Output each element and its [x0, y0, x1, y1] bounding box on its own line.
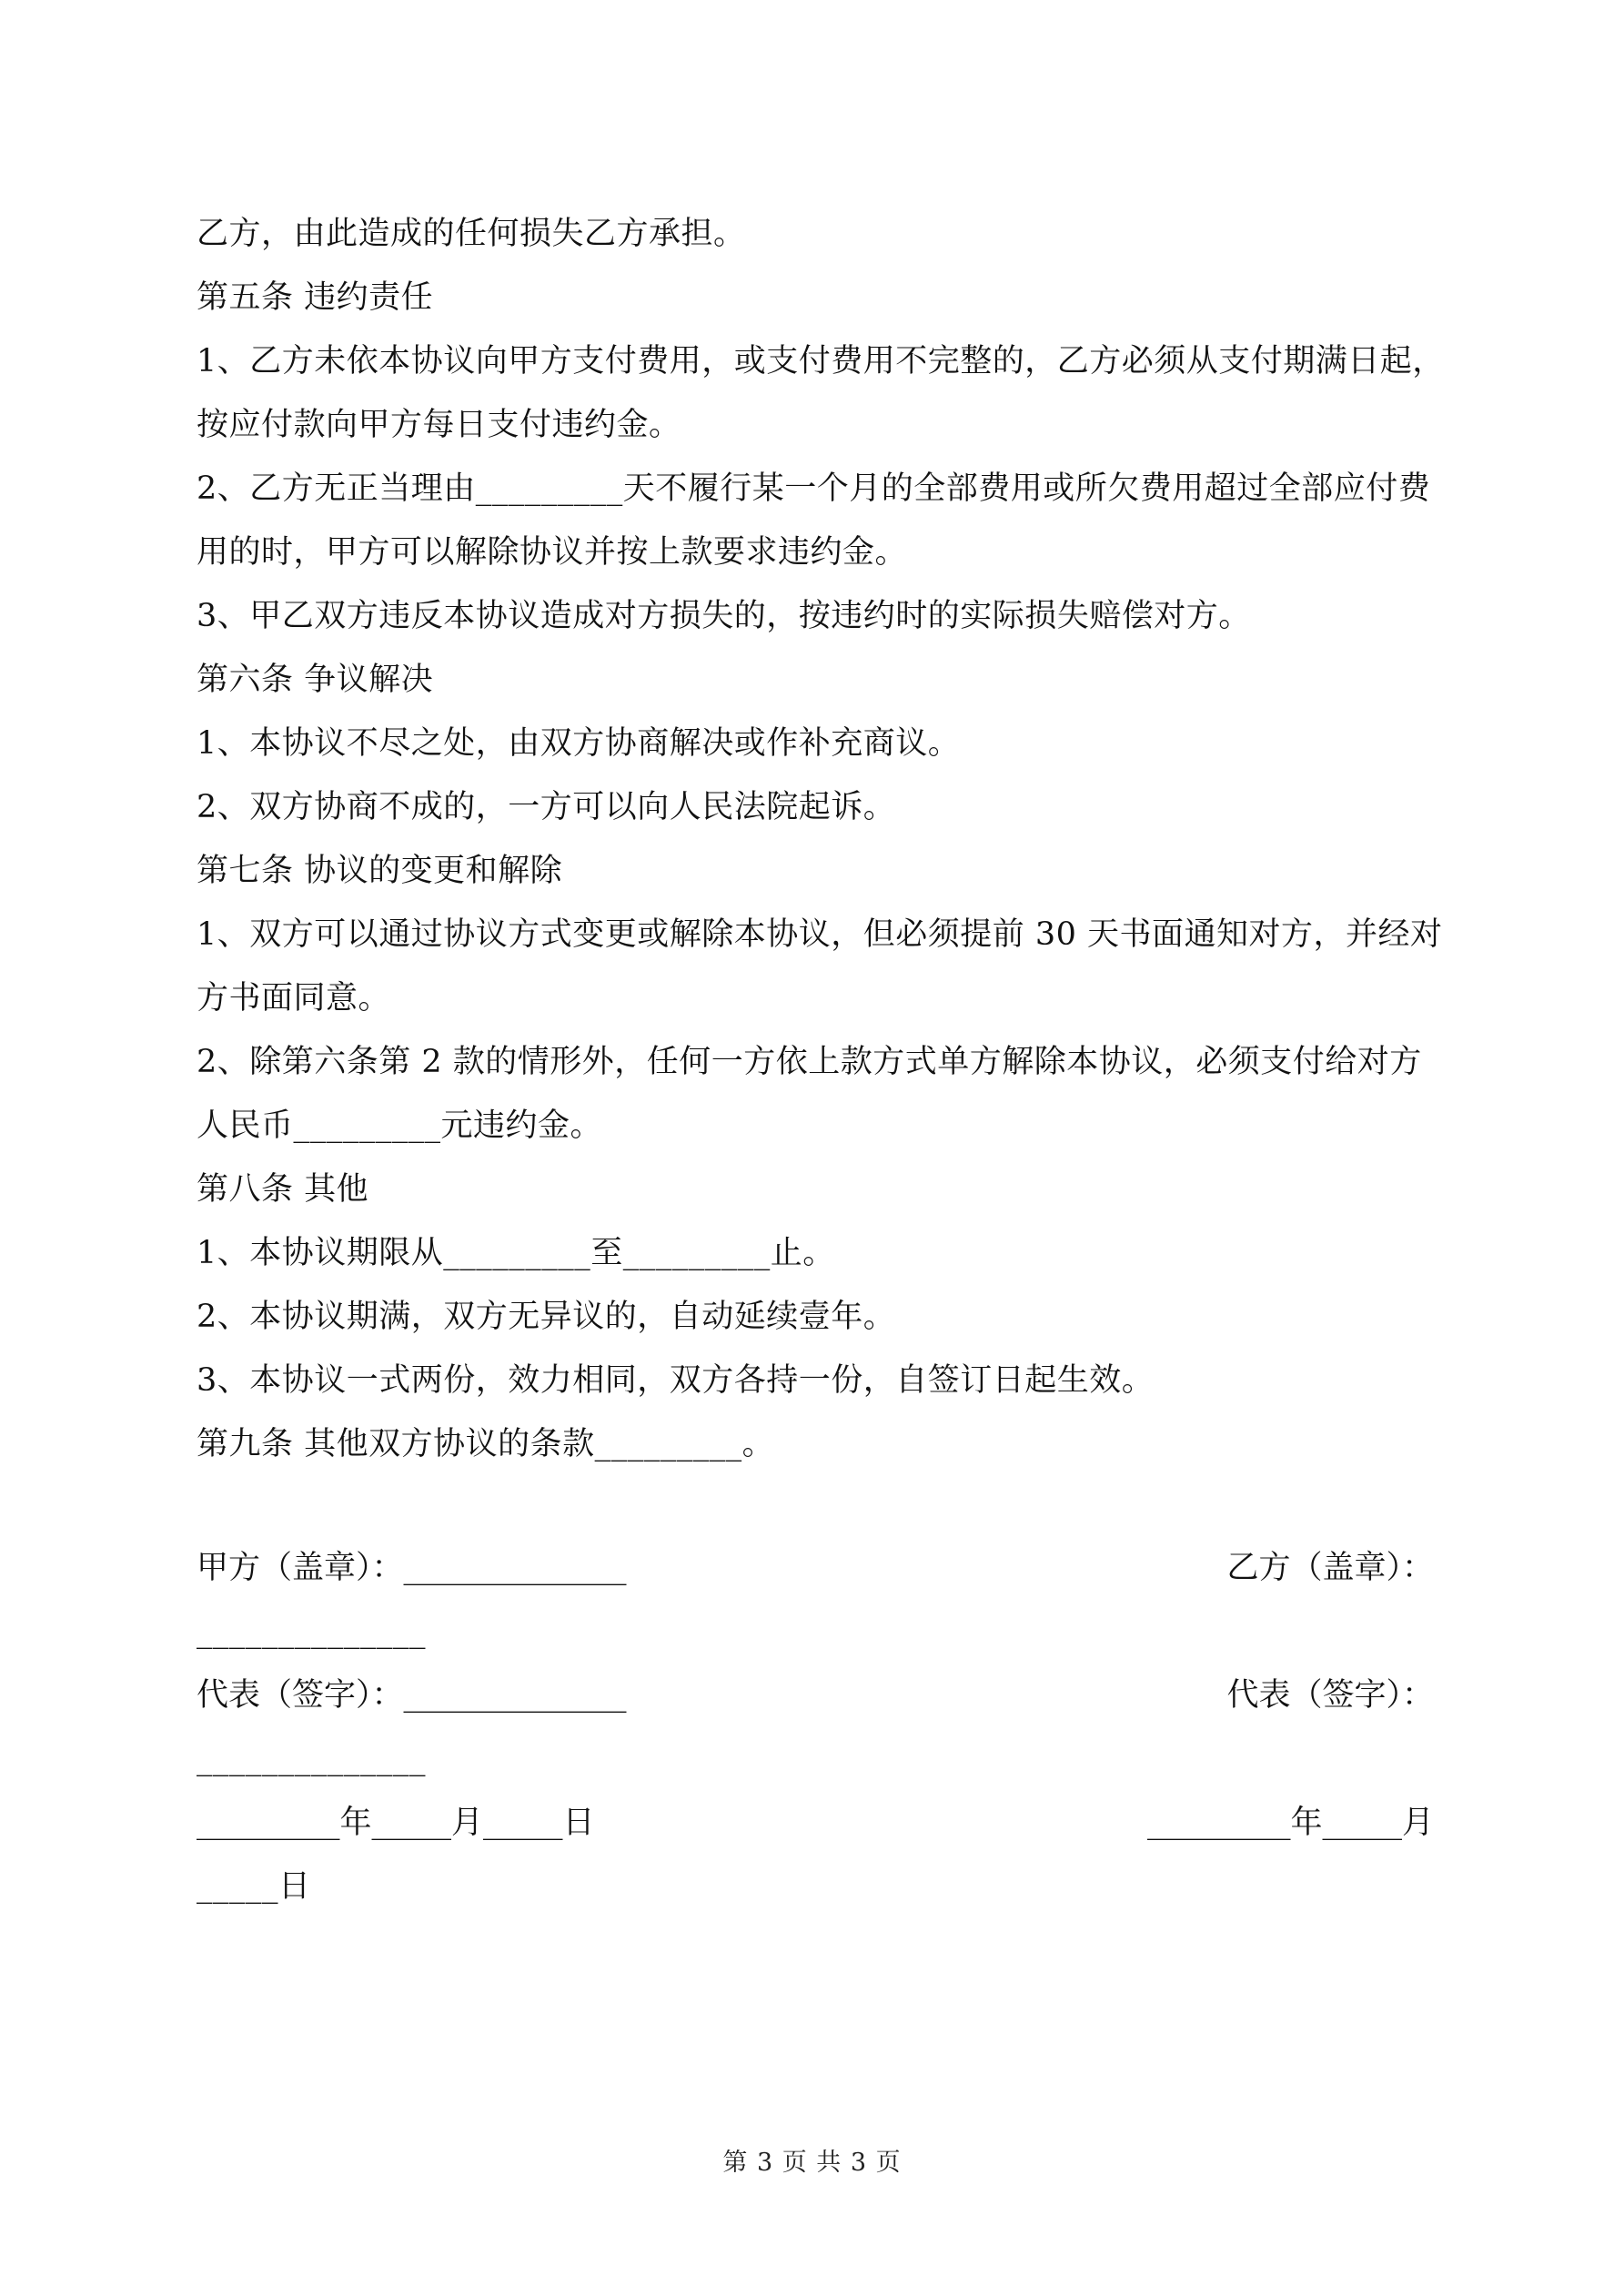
text-line: 3、甲乙双方违反本协议造成对方损失的，按违约时的实际损失赔偿对方。: [197, 598, 1251, 634]
article-heading: 第六条 争议解决: [197, 662, 434, 698]
date-row: [197, 1791, 1434, 1855]
text-line: 1、双方可以通过协议方式变更或解除本协议，但必须提前 30 天书面通知对方，并经对: [197, 916, 1443, 953]
text-line: 1、本协议不尽之处，由双方协商解决或作补充商议。: [197, 725, 961, 762]
seal-blank: ______________: [197, 1613, 426, 1650]
spacer: [197, 1476, 1434, 1536]
rep-row: [197, 1664, 1434, 1727]
text-line: 1、本协议期限从_________至_________止。: [197, 1235, 835, 1271]
party-b-rep: 代表（签字）：: [1226, 1677, 1434, 1714]
text-line: 2、本协议期满，双方无异议的，自动延续壹年。: [197, 1299, 896, 1335]
seal-row: [197, 1536, 1434, 1600]
rep-blank: ______________: [197, 1741, 426, 1777]
party-a-rep: 代表（签字）：______________: [197, 1677, 627, 1714]
party-b-seal: 乙方（盖章）：: [1226, 1550, 1434, 1586]
text-line: 1、乙方未依本协议向甲方支付费用，或支付费用不完整的，乙方必须从支付期满日起，: [197, 343, 1445, 379]
article-heading: 第五条 违约责任: [197, 279, 434, 316]
date-b: _________年_____月: [1146, 1805, 1434, 1841]
text-line: 按应付款向甲方每日支付违约金。: [197, 407, 681, 443]
page-number: 第 3 页 共 3 页: [722, 2149, 902, 2177]
text-line: 2、双方协商不成的，一方可以向人民法院起诉。: [197, 789, 896, 825]
text-line: 2、除第六条第 2 款的情形外，任何一方依上款方式单方解除本协议，必须支付给对方: [197, 1044, 1422, 1080]
article-heading: 第七条 协议的变更和解除: [197, 853, 563, 889]
text-line: 3、本协议一式两份，效力相同，双方各持一份，自签订日起生效。: [197, 1362, 1155, 1399]
text-line: 用的时，甲方可以解除协议并按上款要求违约金。: [197, 534, 908, 571]
text-line: 人民币_________元违约金。: [197, 1108, 603, 1144]
date-a: _________年_____月_____日: [197, 1805, 595, 1841]
text-line: 乙方，由此造成的任何损失乙方承担。: [197, 216, 746, 252]
date-b-continued: _____日: [197, 1868, 311, 1905]
text-line: 2、乙方无正当理由_________天不履行某一个月的全部费用或所欠费用超过全部应付费: [197, 470, 1431, 507]
article-heading: 第八条 其他: [197, 1171, 369, 1208]
party-a-seal: 甲方（盖章）：______________: [197, 1550, 627, 1586]
document-body: [197, 202, 1445, 1918]
article-heading: 第九条 其他双方协议的条款_________。: [197, 1426, 775, 1462]
text-line: 方书面同意。: [197, 980, 391, 1017]
